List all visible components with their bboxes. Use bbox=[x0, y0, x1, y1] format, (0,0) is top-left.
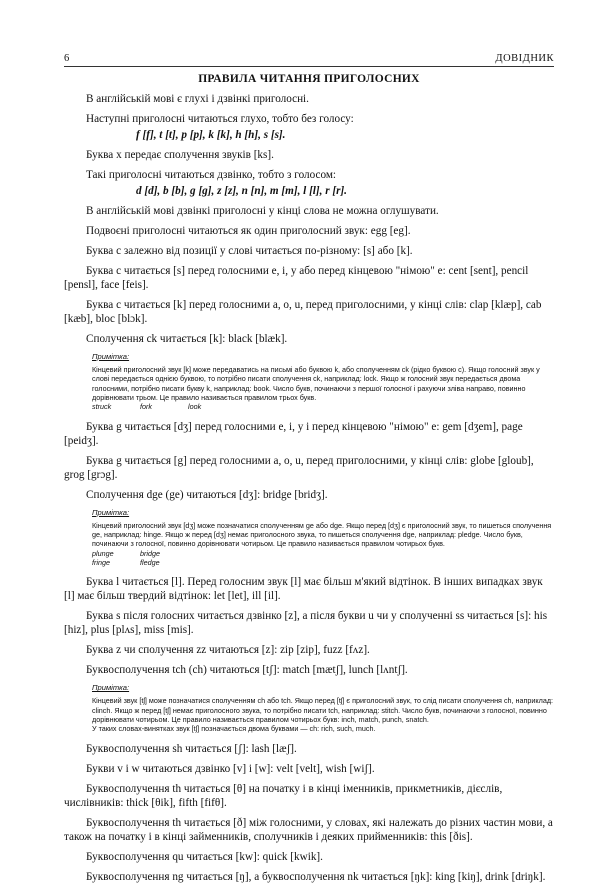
note-dge bbox=[92, 508, 554, 568]
voiced-list: d [d], b [b], g [g], z [z], n [n], m [m], l [l], r [r]. bbox=[136, 185, 347, 197]
example-word: struck bbox=[92, 402, 112, 412]
paragraph-letter-c-s: Буква c читається [s] перед голосними e, i, y або перед кінцевою "німою" e: cent [sent], pencil [pensl], face [feis]. bbox=[64, 265, 529, 291]
paragraph-sh: Буквосполучення sh читається [ʃ]: lash [læʃ]. bbox=[86, 742, 297, 755]
note-text: Кінцевий звук [tʃ] може позначатися сполученням ch або tch. Якщо перед [tʃ] є приголосний звук, то слід писати сполучення ch, наприклад: clinch. Якщо ж перед [tʃ] немає приголосного звука, то потрібно писати tch, наприклад: stitch. Число букв, починаючи з голосної, повинно дорівнювати чотирьом. Це правило називається правилом чотирьох букв: inch, match, punch, snatch. bbox=[92, 696, 554, 724]
note-examples bbox=[92, 402, 554, 411]
paragraph-letter-s: Буква s після голосних читається дзвінко [z], а після букви u чи у сполученні ss читається [s]: his [hiz], plus [plʌs], miss [mis]. bbox=[64, 610, 548, 637]
paragraph-double-consonants: Подвоєні приголосні читаються як один приголосний звук: egg [eg]. bbox=[86, 225, 411, 237]
example-word: fringe bbox=[92, 557, 110, 567]
paragraph-intro: В англійській мові є глухі і дзвінкі приголосні. bbox=[86, 93, 309, 105]
note-ck bbox=[92, 352, 554, 412]
example-word: plunge bbox=[92, 548, 114, 558]
paragraph-th-voiced: Буквосполучення th читається [ð] між голосними, у словах, які належать до різних частин мови, а також на початку і в кінці займенників, сполучників і деяких прийменників: this [ðis]. bbox=[64, 816, 553, 843]
paragraph-ng-nk: Буквосполучення ng читається [ŋ], а буквосполучення nk читається [ŋk]: king [kiŋ], drink [driŋk]. bbox=[86, 870, 546, 883]
note-examples bbox=[92, 549, 554, 568]
paragraph-ck: Сполучення ck читається [k]: black [blæk]. bbox=[86, 333, 288, 345]
example-word: look bbox=[188, 402, 202, 412]
paragraph-dge: Сполучення dge (ge) читаються [dʒ]: bridge [bridʒ]. bbox=[86, 488, 328, 501]
paragraph-tch: Буквосполучення tch (ch) читаються [tʃ]: match [mætʃ], lunch [lʌntʃ]. bbox=[86, 664, 408, 677]
running-header bbox=[64, 52, 554, 67]
note-label: Примітка: bbox=[92, 352, 130, 361]
note-label: Примітка: bbox=[92, 507, 130, 517]
paragraph-th-voiceless: Буквосполучення th читається [θ] на початку і в кінці іменників, прикметників, дієслів, числівників: thick [θik], fifth [fifθ]. bbox=[64, 782, 503, 809]
voiceless-list: f [f], t [t], p [p], k [k], h [h], s [s]. bbox=[136, 129, 286, 141]
note-text: Кінцевий приголосний звук [dʒ] може позначатися сполученням ge або dge. Якщо перед [dʒ] є приголосний звук, то пишеться сполучення ge, наприклад: hinge. Якщо ж перед [dʒ] немає приголосного звука, то пишеться сполучення dge, наприклад: pledge. Число букв, починаючи з голосної, повинно дорівнювати чотирьом. Це правило називається правилом чотирьох букв. bbox=[92, 520, 552, 549]
paragraph-no-devoicing: В англійській мові дзвінкі приголосні у кінці слова не можна оглушувати. bbox=[86, 205, 439, 217]
paragraph-letter-g-dz: Буква g читається [dʒ] перед голосними e, i, y і перед кінцевою "німою" e: gem [dʒem], page [peidʒ]. bbox=[64, 420, 523, 447]
paragraph-letter-x: Буква x передає сполучення звуків [ks]. bbox=[86, 149, 274, 161]
example-word: fork bbox=[140, 402, 152, 412]
paragraph-letter-g-g: Буква g читається [g] перед голосними a, o, u, перед приголосними, у кінці слів: globe [gloub], grog [grɔg]. bbox=[64, 454, 534, 481]
note-text: Кінцевий приголосний звук [k] може передаватись на письмі або буквою k, або сполученням ck (рідко буквою c). Якщо голосний звук у слові передається однією буквою, то потрібно писати сполучення ck, наприклад: lock. Якщо ж голосний звук передається двома голосними, потрібно писати букву k, наприклад: book. Число букв, починаючи з першої голосної і рахуючи зліва направо, повинно дорівнювати трьом. Це правило називається правилом трьох букв. bbox=[92, 364, 540, 402]
note-label: Примітка: bbox=[92, 683, 130, 693]
note-tch bbox=[92, 683, 554, 733]
paragraph-qu: Буквосполучення qu читається [kw]: quick [kwik]. bbox=[86, 850, 323, 863]
example-word: fledge bbox=[140, 557, 160, 567]
example-word: bridge bbox=[140, 548, 160, 558]
paragraph-voiceless-intro: Наступні приголосні читаються глухо, тобто без голосу: bbox=[86, 113, 354, 125]
main-content bbox=[64, 92, 554, 890]
paragraph-letter-z: Буква z чи сполучення zz читаються [z]: zip [zip], fuzz [fʌz]. bbox=[86, 644, 370, 657]
page-number: 6 bbox=[64, 53, 70, 64]
paragraph-letter-c-k: Буква c читається [k] перед голосними a, o, u, перед приголосними, у кінці слів: clap [klæp], cab [kæb], bloc [blɔk]. bbox=[64, 299, 542, 325]
note-extra: У таких словах-винятках звук [tʃ] позначається двома буквами — ch: rich, such, much. bbox=[92, 724, 376, 734]
paragraph-letter-l: Буква l читається [l]. Перед голосним звук [l] має більш м'який відтінок. В інших випадках звук [l] має більш твердий відтінок: let [let], ill [il]. bbox=[64, 576, 543, 603]
paragraph-letter-c-position: Буква c залежно від позиції у слові читається по-різному: [s] або [k]. bbox=[86, 245, 413, 257]
running-title: ДОВІДНИК bbox=[495, 53, 554, 64]
section-title: ПРАВИЛА ЧИТАННЯ ПРИГОЛОСНИХ bbox=[198, 73, 420, 85]
paragraph-voiced-intro: Такі приголосні читаються дзвінко, тобто з голосом: bbox=[86, 169, 337, 181]
paragraph-v-w: Букви v і w читаються дзвінко [v] і [w]: velt [velt], wish [wiʃ]. bbox=[86, 762, 375, 775]
